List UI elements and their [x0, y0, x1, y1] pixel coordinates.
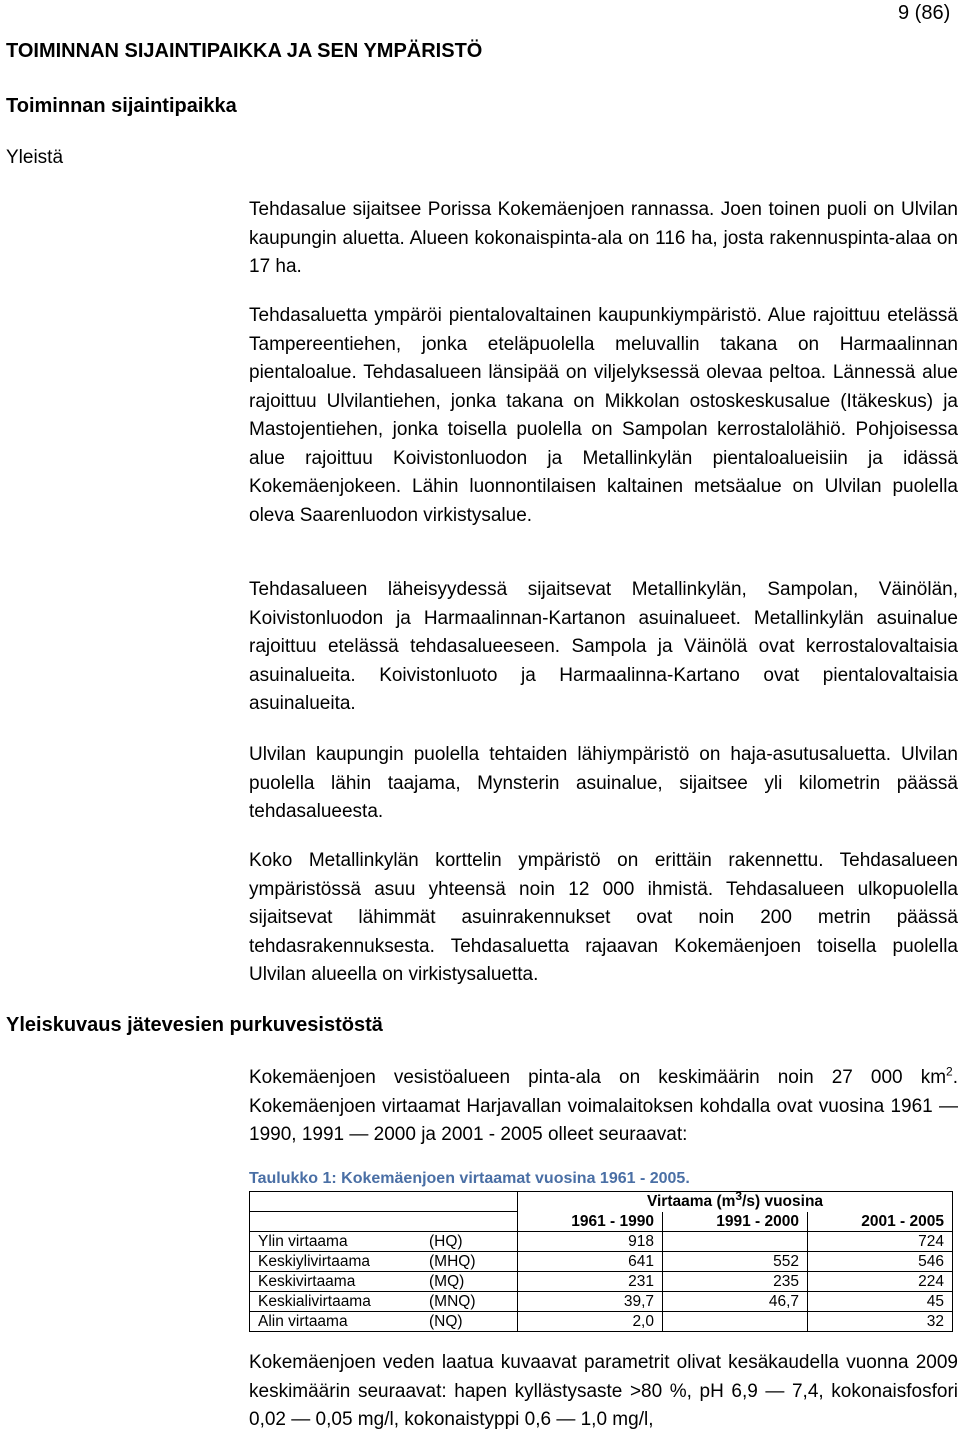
header-empty-cell: [250, 1192, 422, 1212]
cell-value: [663, 1312, 808, 1332]
cell-value: 2,0: [518, 1312, 663, 1332]
cell-value: 918: [518, 1232, 663, 1252]
header-flow: Virtaama $(m^3/s)$ vuosina: [518, 1192, 953, 1212]
row-code: (MHQ): [421, 1252, 518, 1272]
main-heading: TOIMINNAN SIJAINTIPAIKKA JA SEN YMPÄRISTÖ: [6, 40, 483, 62]
row-code: (NQ): [421, 1312, 518, 1332]
cell-value: 46,7: [663, 1292, 808, 1312]
catchment-superscript: 2: [946, 1064, 953, 1079]
table-row: [250, 1232, 953, 1252]
cell-value: 546: [808, 1252, 953, 1272]
page-number: 9 (86): [898, 2, 951, 24]
sub-heading: Toiminnan sijaintipaikka: [6, 95, 237, 117]
row-code: (MQ): [421, 1272, 518, 1292]
row-label: Keskivirtaama: [250, 1272, 422, 1292]
table-row: [250, 1292, 953, 1312]
column-header: 2001 - 2005: [808, 1212, 953, 1232]
row-label: Keskiylivirtaama: [250, 1252, 422, 1272]
row-label: Alin virtaama: [250, 1312, 422, 1332]
section-heading-overview: Yleiskuvaus jätevesien purkuvesistöstä: [6, 1014, 383, 1036]
column-header: 1961 - 1990: [518, 1212, 663, 1232]
header-empty-cell: [421, 1212, 518, 1232]
paragraph-catchment: [249, 1064, 958, 1150]
header-empty-cell: [250, 1212, 422, 1232]
paragraph-water-quality: Kokemäenjoen veden laatua kuvaavat parametrit olivat kesäkaudella vuonna 2009 keskimäärin seuraavat: hapen kyllästysaste >80 %, pH 6,9 — 7,4, kokonaisfosfori 0,02 — 0,05 mg/l, kokonaistyppi 0,6 — 1,0 mg/l,: [249, 1352, 958, 1430]
flow-table: [249, 1191, 953, 1332]
column-header: 1991 - 2000: [663, 1212, 808, 1232]
catchment-text-end: . Kokemäenjoen virtaamat Harjavallan voimalaitoksen kohdalla ovat vuosina 1961 — 1990, 1991 — 2000 ja 2001 - 2005 olleet seuraavat:: [249, 1067, 958, 1145]
paragraph-location: Tehdasalue sijaitsee Porissa Kokemäenjoen rannassa. Joen toinen puoli on Ulvilan kaupungin aluetta. Alueen kokonaispinta-ala on 116 ha, josta rakennuspinta-alaa on 17 ha.: [249, 199, 958, 277]
cell-value: 231: [518, 1272, 663, 1292]
row-code: (MNQ): [421, 1292, 518, 1312]
paragraph-surroundings: Tehdasaluetta ympäröi pientalovaltainen kaupunkiympäristö. Alue rajoittuu etelässä Tampereentiehen, jonka eteläpuolella meluvallin takana on Harmaalinnan pientaloalue. Tehdasalueen länsipää on viljelyksessä olevaa peltoa. Lännessä alue rajoittuu Ulvilantiehen, jonka takana on Mikkolan ostoskeskusalue (Itäkeskus) ja Mastojentiehen, jonka toisella puolella on Sampolan kerrostalolähiö. Pohjoisessa alue rajoittuu Koivistonluodon ja Metallinkylän pientaloalueisiin ja idässä Kokemäenjokeen. Lähin luonnontilaisen kaltainen metsäalue on Ulvilan puolella oleva Saarenluodon virkistysalue.: [249, 305, 958, 526]
paragraph-population: Koko Metallinkylän korttelin ympäristö on erittäin rakennettu. Tehdasalueen ympäristössä asuu yhteensä noin 12 000 ihmistä. Tehdasalueen ulkopuolella sijaitsevat lähimmät asuinrakennukset ovat noin 200 metrin päässä tehdasrakennuksesta. Tehdasaluetta rajaavan Kokemäenjoen toisella puolella Ulvilan alueella on virkistysaluetta.: [249, 850, 958, 985]
cell-value: [663, 1232, 808, 1252]
cell-value: 552: [663, 1252, 808, 1272]
header-empty-cell: [421, 1192, 518, 1212]
table-header-row: [250, 1192, 953, 1212]
table-caption: Taulukko 1: Kokemäenjoen virtaamat vuosina 1961 - 2005.: [249, 1170, 690, 1187]
cell-value: 235: [663, 1272, 808, 1292]
paragraph-residential-areas: Tehdasalueen läheisyydessä sijaitsevat Metallinkylän, Sampolan, Väinölän, Koivistonluodon ja Harmaalinnan-Kartanon asuinalueet. Metallinkylän asuinalue rajoittuu etelässä tehdasalueeseen. Sampola ja Väinölä ovat kerrostalovaltaisia asuinalueita. Koivistonluoto ja Harmaalinna-Kartano ovat pientalovaltaisia asuinalueita.: [249, 579, 958, 714]
row-label: Keskialivirtaama: [250, 1292, 422, 1312]
section-heading-general: Yleistä: [6, 147, 64, 168]
table-row: [250, 1272, 953, 1292]
row-label: Ylin virtaama: [250, 1232, 422, 1252]
cell-value: 224: [808, 1272, 953, 1292]
row-code: (HQ): [421, 1232, 518, 1252]
cell-value: 45: [808, 1292, 953, 1312]
paragraph-ulvila: Ulvilan kaupungin puolella tehtaiden lähiympäristö on haja-asutusaluetta. Ulvilan puolella lähin taajama, Mynsterin asuinalue, sijaitsee yli kilometrin päässä tehdasalueesta.: [249, 744, 958, 822]
cell-value: 39,7: [518, 1292, 663, 1312]
table-header-row: [250, 1212, 953, 1232]
catchment-text-start: Kokemäenjoen vesistöalueen pinta-ala on keskimäärin noin 27 000 km: [249, 1067, 947, 1088]
cell-value: 641: [518, 1252, 663, 1272]
cell-value: 32: [808, 1312, 953, 1332]
table-row: [250, 1312, 953, 1332]
table-row: [250, 1252, 953, 1272]
cell-value: 724: [808, 1232, 953, 1252]
